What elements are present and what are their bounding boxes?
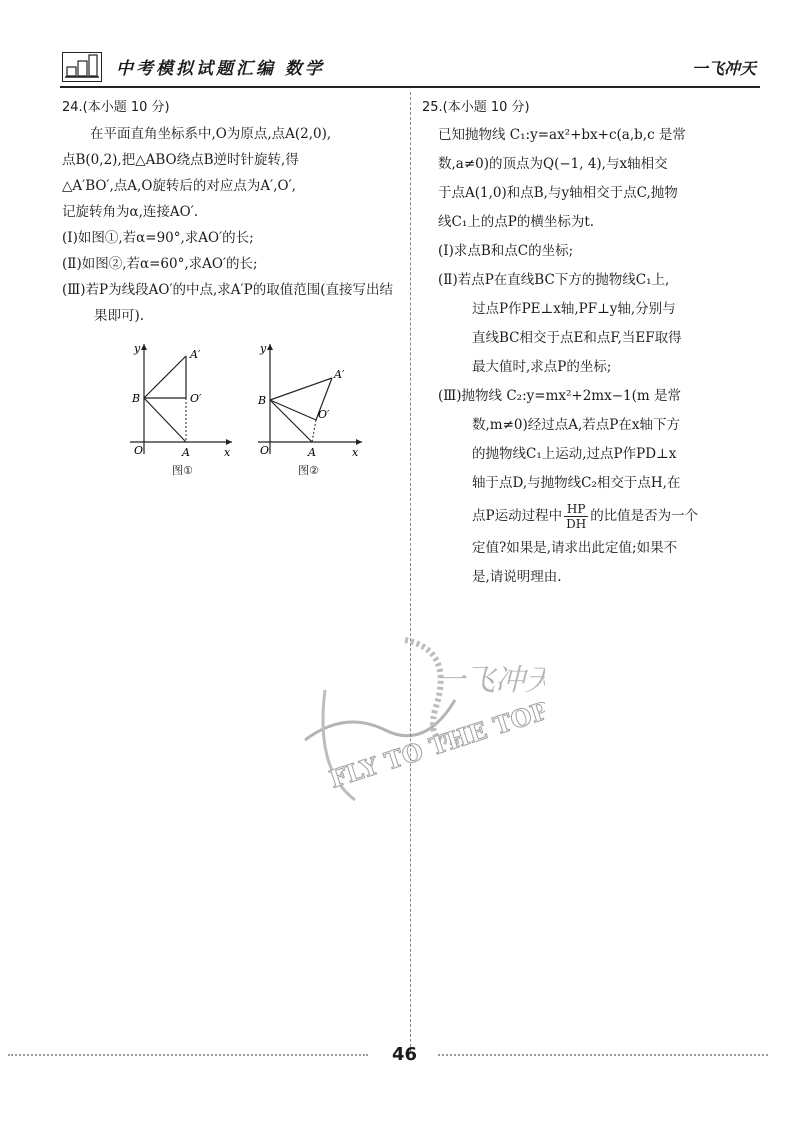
question-25-part-1: (Ⅰ)求点B和点C的坐标; [438,243,574,259]
fig2-o-prime-label: O′ [318,408,330,421]
figure-1-caption: 图① [172,464,193,477]
brand-name: 一飞冲天 [691,59,756,78]
ratio-fraction [564,502,588,531]
fig1-a-label: A [182,446,190,459]
fraction-suffix: 的比值是否为一个 [590,508,699,524]
question-25-part-2-line: 最大值时,求点P的坐标; [472,359,612,375]
book-logo-icon [62,52,102,82]
question-25-stem-line: 于点A(1,0)和点B,与y轴相交于点C,抛物 [438,185,678,201]
page-number: 46 [392,1044,418,1065]
question-24-part-2: (Ⅱ)如图②,若α=60°,求AO′的长; [62,256,258,272]
column-divider [410,92,411,1052]
question-25-stem-line: 线C₁上的点P的横坐标为t. [438,214,595,230]
question-25-part-3-line: 是,请说明理由. [472,569,562,585]
fig2-b-label: B [258,394,267,407]
fig1-x-label: x [224,446,231,459]
fig2-a-label: A [308,446,316,459]
question-25-number: 25.(本小题 10 分) [422,100,530,115]
question-25-part-3-line: 的抛物线C₁上运动,过点P作PD⊥x [472,446,677,462]
watermark-logo [285,630,545,830]
question-24-stem-line: 记旋转角为α,连接AO′. [62,204,199,220]
question-25-stem-line: 已知抛物线 C₁:y=ax²+bx+c(a,b,c 是常 [438,127,686,143]
question-25-part-2-line: (Ⅱ)若点P在直线BC下方的抛物线C₁上, [438,272,670,288]
figure-2 [254,338,369,468]
question-25-part-3-line: 轴于点D,与抛物线C₂相交于点H,在 [472,475,681,491]
question-25-part-3-fraction-line [422,498,762,534]
fraction-denominator: DH [566,517,587,531]
footer-left-ornament [8,1054,368,1056]
fraction-numerator: HP [564,502,588,517]
fig1-y-label: y [134,342,141,355]
fraction-prefix: 点P运动过程中 [472,508,563,524]
fig1-o-label: O [134,444,144,457]
page-header [60,48,760,88]
question-24-part-1: (Ⅰ)如图①,若α=90°,求AO′的长; [62,230,254,246]
book-title: 中考模拟试题汇编 数学 [116,59,325,79]
fig1-o-prime-label: O′ [190,392,202,405]
question-24-stem-line: △A′BO′,点A,O旋转后的对应点为A′,O′, [62,178,296,194]
fig2-o-label: O [260,444,270,457]
question-25 [422,96,762,592]
question-25-part-3-line: (Ⅲ)抛物线 C₂:y=mx²+2mx−1(m 是常 [438,388,681,404]
question-24-figures [120,338,360,488]
fig1-b-label: B [132,392,141,405]
question-25-part-3-line: 数,m≠0)经过点A,若点P在x轴下方 [472,417,680,433]
question-25-part-2-line: 直线BC相交于点E和点F,当EF取得 [472,330,682,346]
footer-right-ornament [438,1054,768,1056]
figure-2-caption: 图② [298,464,319,477]
question-25-part-2-line: 过点P作PE⊥x轴,PF⊥y轴,分别与 [472,301,676,317]
page-footer [8,1044,792,1074]
fig2-a-prime-label: A′ [334,368,345,381]
question-24-number: 24.(本小题 10 分) [62,100,170,115]
figure-1 [120,338,235,468]
fig2-y-label: y [260,342,267,355]
watermark-text: 一飞冲天 [435,663,545,698]
question-24 [62,96,400,329]
question-24-part-3: (Ⅲ)若P为线段AO′的中点,求A′P的取值范围(直接写出结果即可). [62,282,393,324]
question-24-stem-line: 在平面直角坐标系中,O为原点,点A(2,0), [90,126,332,142]
fig1-a-prime-label: A′ [190,348,201,361]
question-24-stem-line: 点B(0,2),把△ABO绕点B逆时针旋转,得 [62,152,299,168]
fig2-x-label: x [352,446,359,459]
question-25-stem-line: 数,a≠0)的顶点为Q(−1, 4),与x轴相交 [438,156,668,172]
watermark-subtext: FLY TO THE TOP [325,695,545,794]
question-25-part-3-line: 定值?如果是,请求出此定值;如果不 [472,540,678,556]
